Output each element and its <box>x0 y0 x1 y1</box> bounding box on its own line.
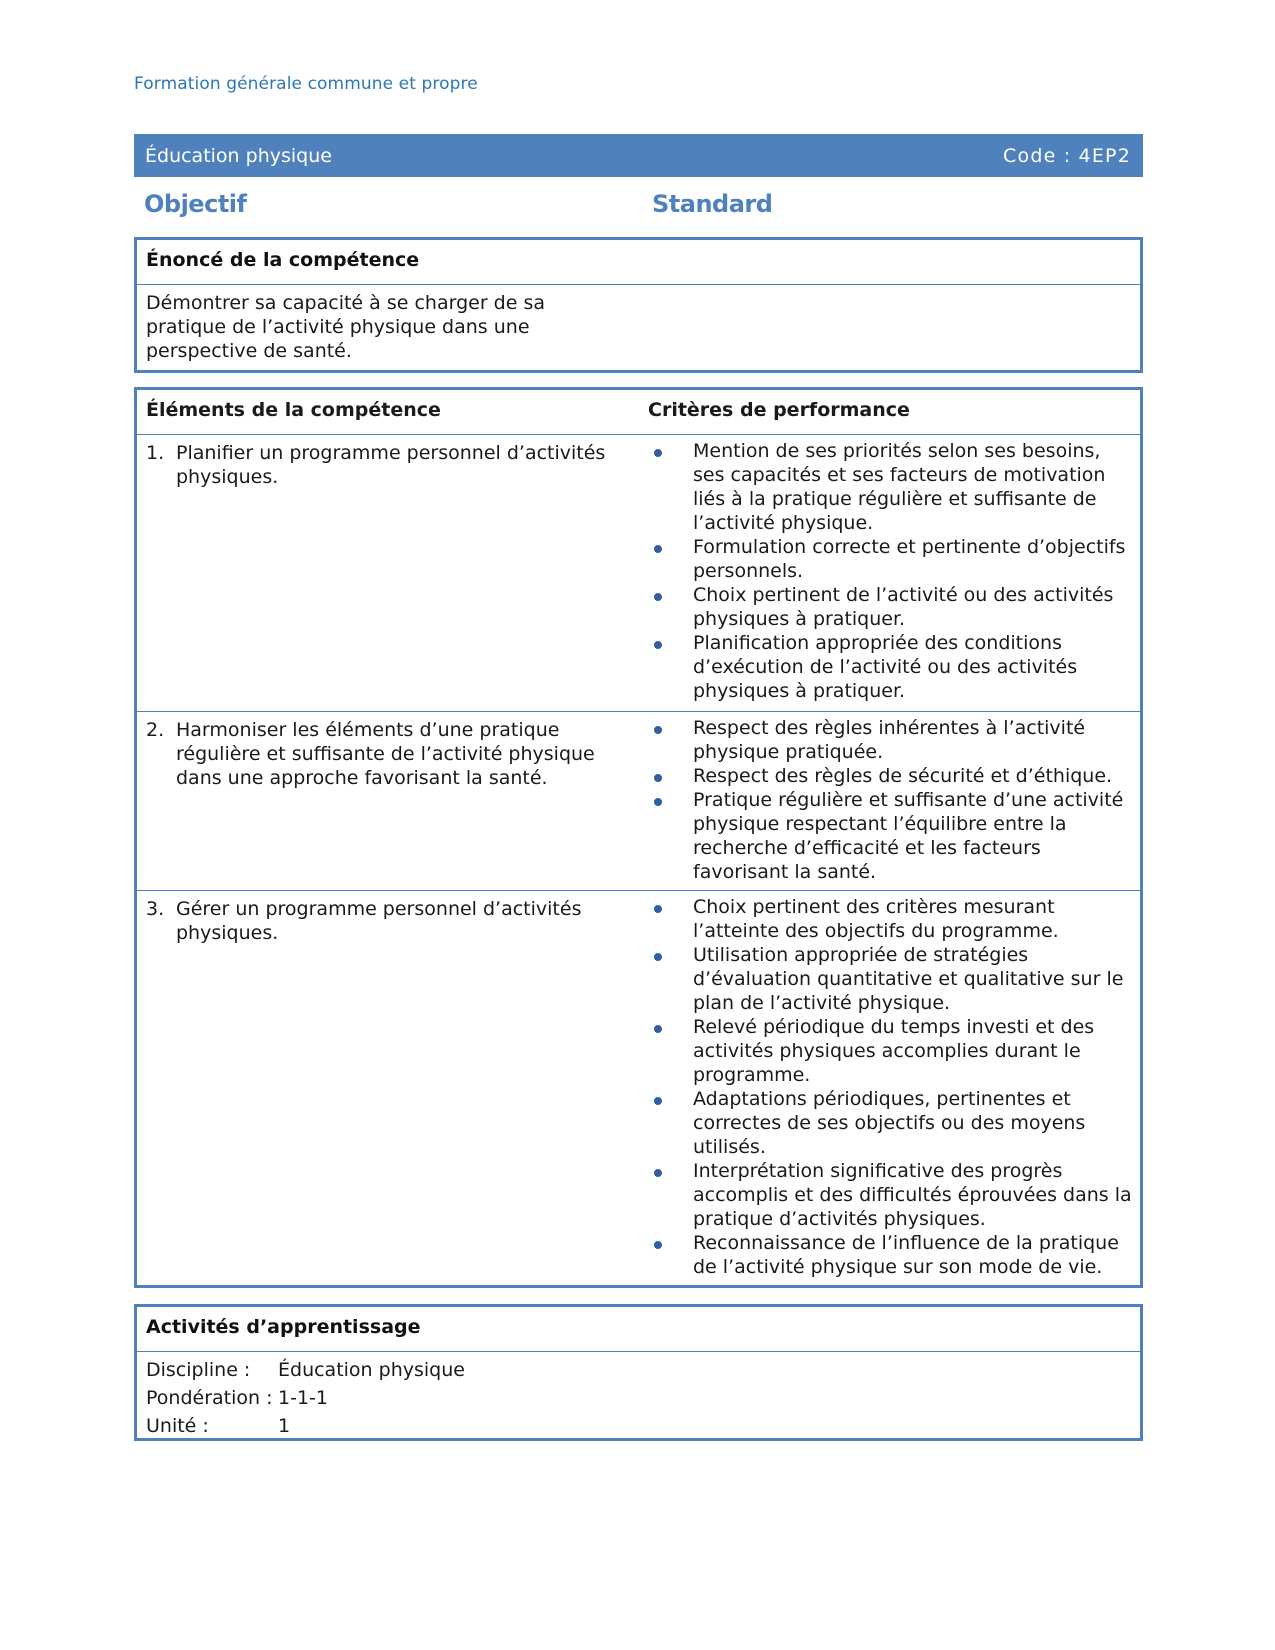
bullet-icon <box>639 764 693 788</box>
element-cell <box>137 712 639 890</box>
element-cell <box>137 435 639 711</box>
bullet-icon <box>639 895 693 943</box>
bullet-icon <box>639 583 693 631</box>
table-header <box>137 390 1140 435</box>
table-row <box>137 712 1140 891</box>
criteria-text: Pratique régulière et suffisante d’une activité physique respectant l’équilibre entre la recherche d’efficacité et les facteurs favorisant la santé. <box>693 789 1124 883</box>
element-cell <box>137 891 639 1287</box>
criteria-text: Adaptations périodiques, pertinentes et correctes de ses objectifs ou des moyens utilisés. <box>693 1088 1086 1158</box>
criteria-item <box>639 716 1136 764</box>
bullet-icon <box>639 1015 693 1087</box>
program-title: Formation générale commune et propre <box>134 74 478 94</box>
enonce-header: Énoncé de la compétence <box>137 240 1140 285</box>
course-header-bar <box>134 134 1143 177</box>
criteria-item <box>639 895 1136 943</box>
table-row <box>137 891 1140 1287</box>
enonce-box <box>134 237 1143 373</box>
bullet-icon <box>639 1087 693 1159</box>
col-header-criteres: Critères de performance <box>648 399 910 421</box>
criteria-text: Formulation correcte et pertinente d’objectifs personnels. <box>693 536 1126 582</box>
criteria-item <box>639 1015 1136 1087</box>
criteria-text: Relevé périodique du temps investi et des activités physiques accomplies durant le programme. <box>693 1016 1095 1086</box>
bullet-icon <box>639 1159 693 1231</box>
criteria-item <box>639 583 1136 631</box>
element-text: Harmoniser les éléments d’une pratique régulière et suffisante de l’activité physique dans une approche favorisant la santé. <box>176 719 595 789</box>
criteria-text: Mention de ses priorités selon ses besoins, ses capacités et ses facteurs de motivation liés à la pratique régulière et suffisante de l’activité physique. <box>693 440 1106 534</box>
col-header-elements: Éléments de la compétence <box>146 399 441 421</box>
criteria-text: Utilisation appropriée de stratégies d’évaluation quantitative et qualitative sur le plan de l’activité physique. <box>693 944 1124 1014</box>
objectif-heading: Objectif <box>144 190 247 218</box>
criteria-item <box>639 1231 1136 1279</box>
course-title: Éducation physique <box>145 144 332 167</box>
element-number: 3. <box>146 898 165 920</box>
field-value: Éducation physique <box>278 1359 465 1381</box>
field-value: 1-1-1 <box>278 1387 328 1409</box>
bullet-icon <box>639 535 693 583</box>
criteria-item <box>639 1159 1136 1231</box>
criteria-cell <box>639 712 1140 890</box>
criteria-text: Interprétation significative des progrès accomplis et des difficultés éprouvées dans la pratique d’activités physiques. <box>693 1160 1132 1230</box>
criteria-item <box>639 788 1136 884</box>
criteria-text: Respect des règles de sécurité et d’éthique. <box>693 765 1113 787</box>
criteria-item <box>639 1087 1136 1159</box>
criteria-cell <box>639 435 1140 711</box>
activites-header: Activités d’apprentissage <box>137 1307 1140 1352</box>
bullet-icon <box>639 788 693 884</box>
field-unite <box>146 1412 1131 1440</box>
field-label: Unité : <box>146 1415 209 1437</box>
activites-box <box>134 1304 1143 1441</box>
field-label: Discipline : <box>146 1359 251 1381</box>
criteria-text: Respect des règles inhérentes à l’activité physique pratiquée. <box>693 717 1086 763</box>
competence-table <box>134 387 1143 1288</box>
field-discipline <box>146 1356 1131 1384</box>
bullet-icon <box>639 439 693 535</box>
table-row <box>137 435 1140 712</box>
element-text: Gérer un programme personnel d’activités physiques. <box>176 898 582 944</box>
standard-heading: Standard <box>652 190 773 218</box>
criteria-text: Planification appropriée des conditions d’exécution de l’activité ou des activités physiques à pratiquer. <box>693 632 1078 702</box>
bullet-icon <box>639 631 693 703</box>
element-text: Planifier un programme personnel d’activités physiques. <box>176 442 606 488</box>
element-number: 2. <box>146 719 165 741</box>
criteria-item <box>639 535 1136 583</box>
field-ponderation <box>146 1384 1131 1412</box>
criteria-item <box>639 439 1136 535</box>
criteria-text: Reconnaissance de l’influence de la pratique de l’activité physique sur son mode de vie. <box>693 1232 1119 1278</box>
course-code: Code : 4EP2 <box>1003 144 1131 167</box>
criteria-item <box>639 764 1136 788</box>
bullet-icon <box>639 716 693 764</box>
field-label: Pondération : <box>146 1387 273 1409</box>
criteria-cell <box>639 891 1140 1287</box>
bullet-icon <box>639 943 693 1015</box>
criteria-item <box>639 943 1136 1015</box>
criteria-text: Choix pertinent de l’activité ou des activités physiques à pratiquer. <box>693 584 1114 630</box>
enonce-text: Démontrer sa capacité à se charger de sa pratique de l’activité physique dans une perspective de santé. <box>146 292 546 362</box>
element-number: 1. <box>146 442 165 464</box>
field-value: 1 <box>278 1415 291 1437</box>
bullet-icon <box>639 1231 693 1279</box>
criteria-text: Choix pertinent des critères mesurant l’atteinte des objectifs du programme. <box>693 896 1059 942</box>
activites-fields <box>137 1352 1140 1444</box>
criteria-item <box>639 631 1136 703</box>
